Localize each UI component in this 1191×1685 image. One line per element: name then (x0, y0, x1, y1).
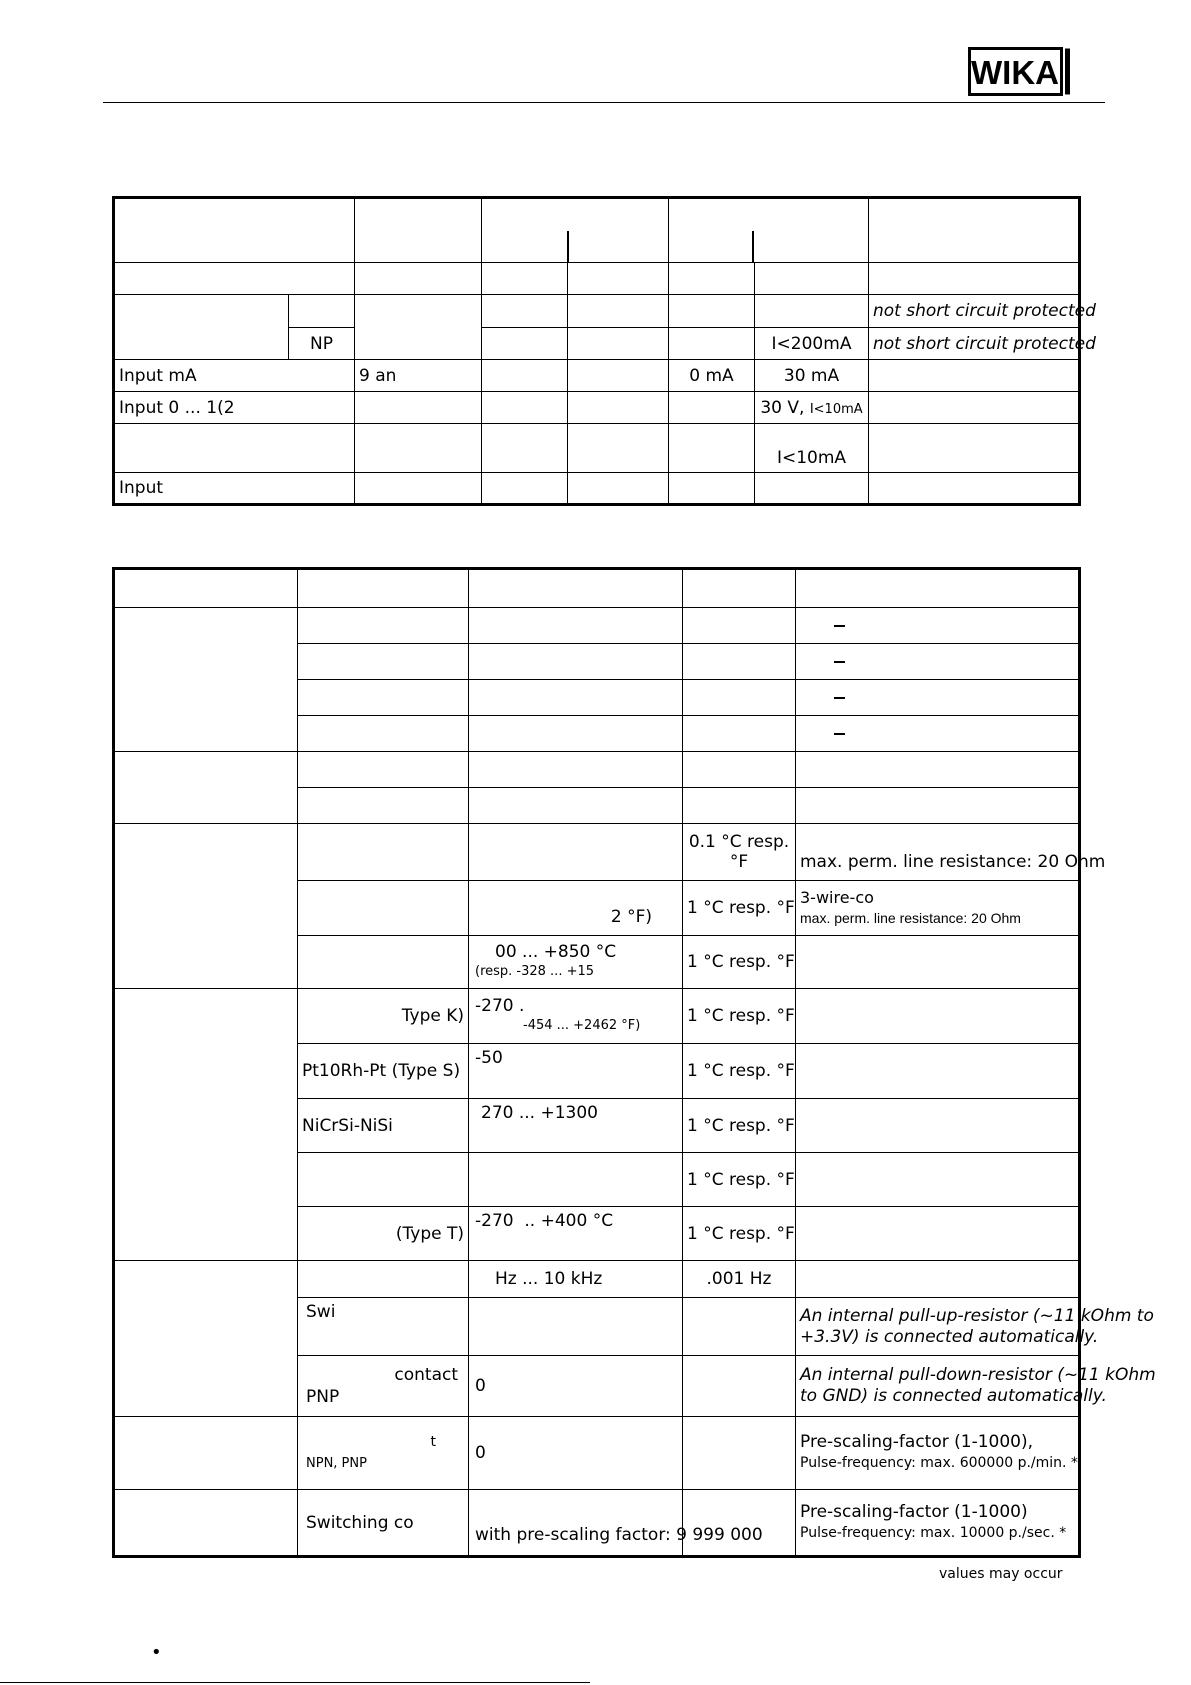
sensor-type: NiCrSi-NiSi (298, 1099, 469, 1153)
header-divider (567, 231, 569, 262)
range-line: -270 . (475, 996, 525, 1016)
table-row (114, 1261, 1080, 1298)
resolution (683, 824, 796, 881)
resolution: 1 °C resp. °F (683, 936, 796, 989)
range-value (469, 936, 683, 989)
resolution: 1 °C resp. °F (683, 881, 796, 936)
table-row (114, 824, 1080, 881)
resolution: 1 °C resp. °F (683, 1099, 796, 1153)
resolution: 1 °C resp. °F (683, 1207, 796, 1261)
range-value: Hz ... 10 kHz (469, 1261, 683, 1298)
dash-mark (834, 733, 845, 735)
remark-line: to GND) is connected automatically. (800, 1386, 1107, 1406)
remark-line: 3-wire-co (800, 888, 874, 907)
input-min: 0 mA (669, 360, 755, 392)
dash-mark (834, 625, 845, 627)
table-row (114, 263, 1080, 295)
protection-note: not short circuit protected (869, 328, 1080, 360)
input-max (755, 392, 869, 424)
remark-line: Pre-scaling-factor (1-1000), (800, 1432, 1034, 1452)
table-row (114, 752, 1080, 788)
input-type-line: PNP (306, 1387, 340, 1407)
header-rule (103, 102, 1105, 103)
table-row (114, 360, 1080, 392)
input-type (298, 1417, 469, 1490)
range-line: -454 ... +2462 °F) (523, 1018, 641, 1033)
remark-line: Pre-scaling-factor (1-1000) (800, 1501, 1028, 1522)
measuring-range-table (112, 567, 1156, 1558)
input-type (298, 1356, 469, 1417)
dash-mark (834, 697, 845, 699)
current-limit: I<200mA (755, 328, 869, 360)
input-table-header (114, 198, 1080, 263)
bullet: • (151, 1642, 162, 1663)
input-value: 9 an (355, 360, 482, 392)
svg-text:WIKA: WIKA (971, 54, 1059, 91)
range-value: 0 (469, 1417, 683, 1490)
resolution: 1 °C resp. °F (683, 989, 796, 1044)
remark-line: max. perm. line resistance: 20 Ohm (800, 910, 1021, 926)
current-limit: I<10mA (809, 401, 863, 417)
resolution-line: 0.1 °C resp. (688, 832, 790, 852)
footnote: values may occur (939, 1566, 1063, 1582)
remark (796, 1356, 1156, 1417)
remark-line: An internal pull-down-resistor (~11 kOhm (800, 1365, 1156, 1385)
remark (796, 1417, 1080, 1490)
resolution: .001 Hz (683, 1261, 796, 1298)
remark (796, 1490, 1080, 1557)
current-limit: I<10mA (755, 424, 869, 473)
input-type-line: contact (394, 1365, 458, 1385)
remark: max. perm. line resistance: 20 Ohm (796, 824, 1080, 881)
table-row (114, 608, 1080, 644)
range-value: 0 (469, 1356, 683, 1417)
input-label: Input 0 ... 1(2 (114, 392, 355, 424)
remark (796, 1298, 1154, 1356)
input-label: Input (114, 473, 355, 505)
range-value: with pre-scaling factor: 9 999 000 (469, 1490, 683, 1557)
input-max: 30 mA (755, 360, 869, 392)
table-row (114, 473, 1080, 505)
resolution: 1 °C resp. °F (683, 1153, 796, 1207)
header-divider (752, 231, 754, 262)
input-type-line: NPN, PNP (306, 1456, 367, 1471)
range-line: (resp. -328 ... +15 (475, 964, 595, 979)
input-type: Switching co (298, 1490, 469, 1557)
input-type-line: t (430, 1434, 436, 1450)
table-row (114, 424, 1080, 473)
resolution: 1 °C resp. °F (683, 1044, 796, 1099)
remark (796, 881, 1080, 936)
range-value: 2 °F) (469, 881, 683, 936)
table-row (114, 295, 1080, 328)
resolution-unit: °F (729, 852, 749, 872)
remark-line: Pulse-frequency: max. 600000 p./min. * (800, 1455, 1078, 1471)
input-type: Swi (298, 1298, 469, 1356)
wika-logo (968, 47, 1073, 96)
range-value: -50 (469, 1044, 683, 1099)
sensor-type: Pt10Rh-Pt (Type S) (298, 1044, 469, 1099)
range-value: -270 .. +400 °C (469, 1207, 683, 1261)
sensor-type: Type K) (298, 989, 469, 1044)
input-label: Input mA (114, 360, 355, 392)
output-type-label: NP (289, 328, 355, 360)
table-row (114, 392, 1080, 424)
table-row (114, 989, 1080, 1044)
sensor-type: (Type T) (298, 1207, 469, 1261)
remark-line: +3.3V) is connected automatically. (800, 1326, 1099, 1347)
input-table (112, 196, 1096, 506)
remark-line: An internal pull-up-resistor (~11 kOhm to (800, 1305, 1154, 1326)
dash-mark (834, 661, 845, 663)
voltage-limit: 30 V, (760, 397, 805, 418)
bottom-rule (0, 1682, 590, 1683)
range-value: 270 ... +1300 (469, 1099, 683, 1153)
protection-note: not short circuit protected (869, 295, 1080, 328)
range-value (469, 989, 683, 1044)
range-line: 00 ... +850 °C (495, 942, 617, 962)
table-row (114, 1417, 1080, 1490)
table-row (114, 1490, 1080, 1557)
remark-line: Pulse-frequency: max. 10000 p./sec. * (800, 1524, 1067, 1541)
measuring-range-header (114, 569, 1080, 608)
